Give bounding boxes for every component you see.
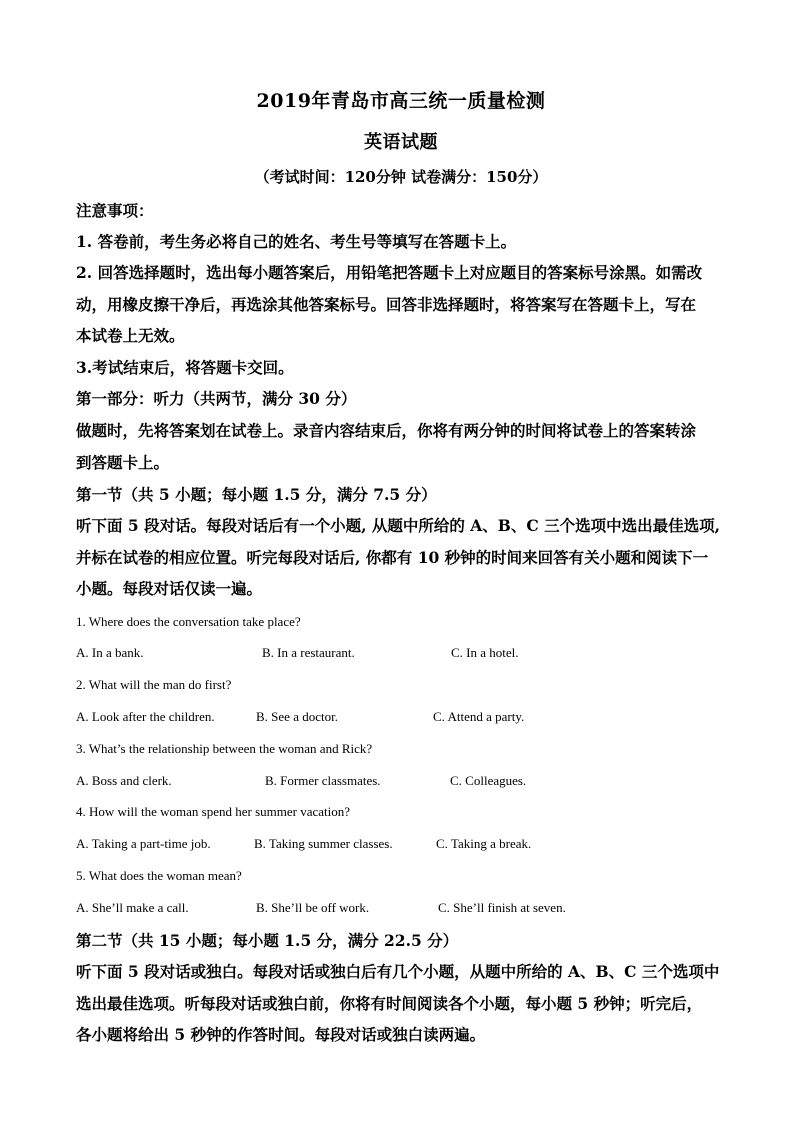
option-c: C. In a hotel. [451,645,519,660]
section2-intro-line: 听下面 5 段对话或独白。每段对话或独白后有几个小题，从题中所给的 A、B、C 三个选项中 [76,962,720,981]
part1-intro-line: 到答题卡上。 [76,452,170,472]
exam-subject: 英语试题 [364,132,438,153]
section2-intro [76,956,726,1051]
question-4-options [76,836,726,854]
option-b: B. She’ll be off work. [256,900,370,915]
option-b: B. In a restaurant. [262,645,355,660]
section1-intro-line: 小题。每段对话仅读一遍。 [76,579,263,598]
section2-heading: 第二节（共 15 小题；每小题 1.5 分，满分 22.5 分） [76,931,459,950]
section1-intro-line: 并标在试卷的相应位置。听完每段对话后, 你都有 10 秒钟的时间来回答有关小题和阅读下一 [76,547,709,567]
part1-intro-line: 做题时，先将答案划在试卷上。录音内容结束后，你将有两分钟的时间将试卷上的答案转涂 [76,421,697,440]
question-3-options [76,773,726,791]
notice-item-2-line: 2. 回答选择题时，选出每小题答案后，用铅笔把答题卡上对应题目的答案标号涂黑。如需改 [76,263,703,282]
question-4: 4. How will the woman spend her summer vacation? [76,804,351,819]
question-2-options [76,709,726,727]
option-b: B. See a doctor. [256,709,338,724]
option-a: A. In a bank. [76,645,144,660]
option-c: C. Taking a break. [436,836,532,851]
option-a: A. She’ll make a call. [76,900,189,915]
notice-item-3: 3.考试结束后，将答题卡交回。 [76,358,294,377]
notice-item-2 [76,257,726,352]
option-b: B. Former classmates. [265,773,381,788]
part1-intro [76,415,726,478]
option-c: C. Colleagues. [450,773,527,788]
notice-heading: 注意事项： [76,201,154,220]
notice-item-1: 1. 答卷前，考生务必将自己的姓名、考生号等填写在答题卡上。 [76,232,517,251]
section2-intro-line: 各小题将给出 5 秒钟的作答时间。每段对话或独白读两遍。 [76,1025,486,1044]
option-a: A. Taking a part-time job. [76,836,211,851]
option-c: C. Attend a party. [433,709,525,724]
option-a: A. Look after the children. [76,709,215,724]
exam-title: 2019年青岛市高三统一质量检测 [256,90,546,112]
question-5: 5. What does the woman mean? [76,868,242,883]
section2-intro-line: 选出最佳选项。听每段对话或独白前，你将有时间阅读各个小题，每小题 5 秒钟；听完后， [76,993,703,1013]
part1-heading: 第一部分：听力（共两节，满分 30 分） [76,389,357,408]
question-1: 1. Where does the conversation take place? [76,614,301,629]
option-a: A. Boss and clerk. [76,773,172,788]
section1-intro-line: 听下面 5 段对话。每段对话后有一个小题, 从题中所给的 A、B、C 三个选项中选出最佳选项, [76,516,721,535]
section1-intro [76,510,726,605]
question-2: 2. What will the man do first? [76,677,232,692]
section1-heading: 第一节（共 5 小题；每小题 1.5 分，满分 7.5 分） [76,485,437,504]
exam-info: （考试时间：120分钟 试卷满分：150分） [254,168,548,186]
option-c: C. She’ll finish at seven. [438,900,566,915]
question-1-options [76,645,726,663]
question-3: 3. What’s the relationship between the woman and Rick? [76,741,373,756]
option-b: B. Taking summer classes. [254,836,393,851]
question-5-options [76,900,726,918]
notice-item-2-line: 动，用橡皮擦干净后，再选涂其他答案标号。回答非选择题时，将答案写在答题卡上，写在 [76,294,697,314]
notice-item-2-line: 本试卷上无效。 [76,326,185,345]
